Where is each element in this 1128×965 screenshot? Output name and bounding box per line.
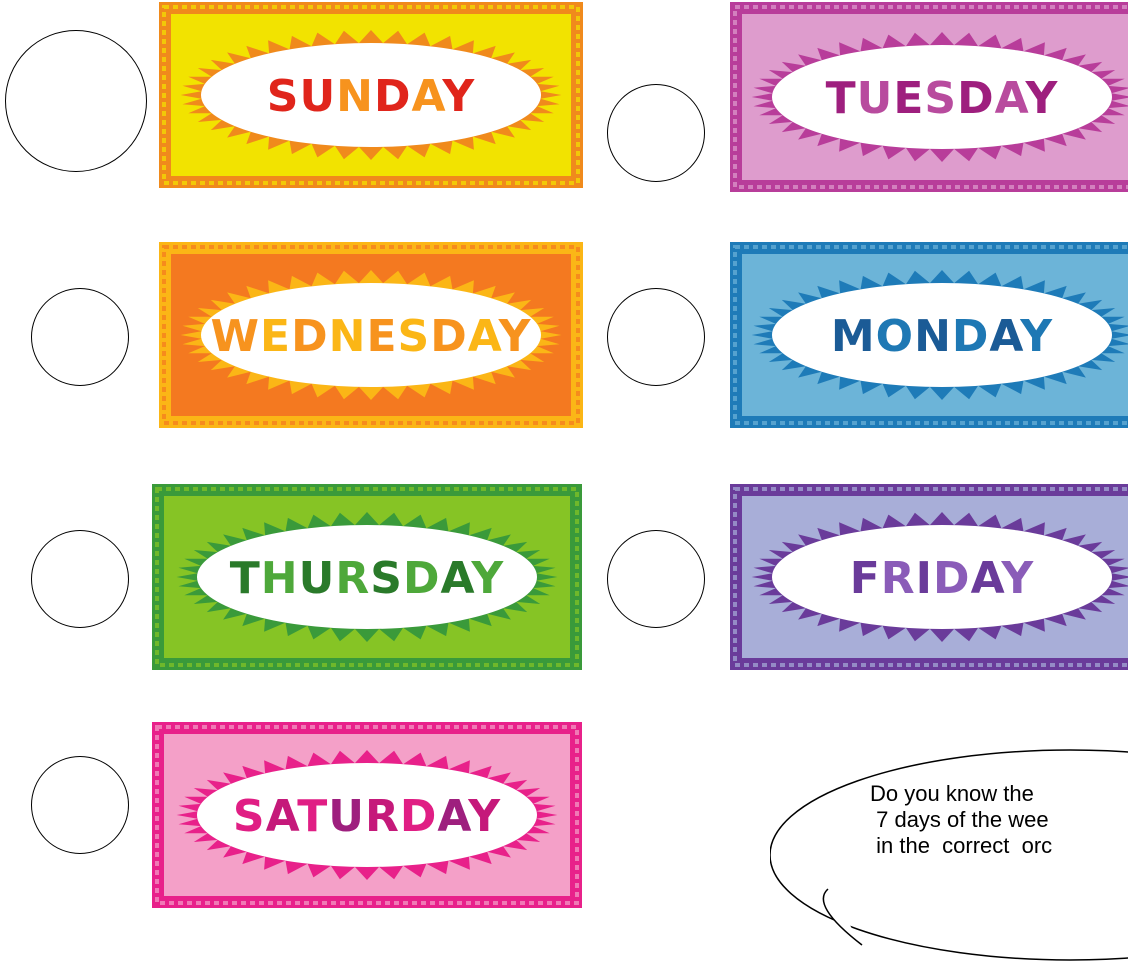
answer-circle-friday[interactable] (607, 530, 705, 628)
day-label-wednesday: WEDNESDAY (210, 311, 532, 362)
answer-circle-sunday[interactable] (5, 30, 147, 172)
day-label-sunday: SUNDAY (266, 71, 476, 122)
answer-circle-tuesday[interactable] (607, 84, 705, 182)
day-label-monday: MONDAY (830, 311, 1054, 362)
answer-circle-wednesday[interactable] (31, 288, 129, 386)
card-graphic (730, 484, 1128, 670)
card-graphic (152, 722, 582, 908)
answer-circle-thursday[interactable] (31, 530, 129, 628)
card-graphic (730, 2, 1128, 192)
card-graphic (730, 242, 1128, 428)
day-label-friday: FRIDAY (849, 553, 1035, 604)
card-graphic (159, 242, 583, 428)
day-label-thursday: THURSDAY (229, 553, 505, 604)
day-card-thursday (152, 484, 582, 670)
card-graphic (152, 484, 582, 670)
day-card-sunday (159, 2, 583, 188)
day-label-saturday: SATURDAY (232, 791, 502, 842)
day-card-tuesday (730, 2, 1128, 192)
speech-bubble-text: Do you know the 7 days of the wee in the correct orc (870, 781, 1053, 858)
day-card-monday (730, 242, 1128, 428)
day-card-wednesday (159, 242, 583, 428)
day-card-saturday (152, 722, 582, 908)
day-card-friday (730, 484, 1128, 670)
answer-circle-saturday[interactable] (31, 756, 129, 854)
card-graphic (159, 2, 583, 188)
answer-circle-monday[interactable] (607, 288, 705, 386)
speech-bubble (770, 735, 1128, 965)
day-label-tuesday: TUESDAY (825, 73, 1059, 124)
